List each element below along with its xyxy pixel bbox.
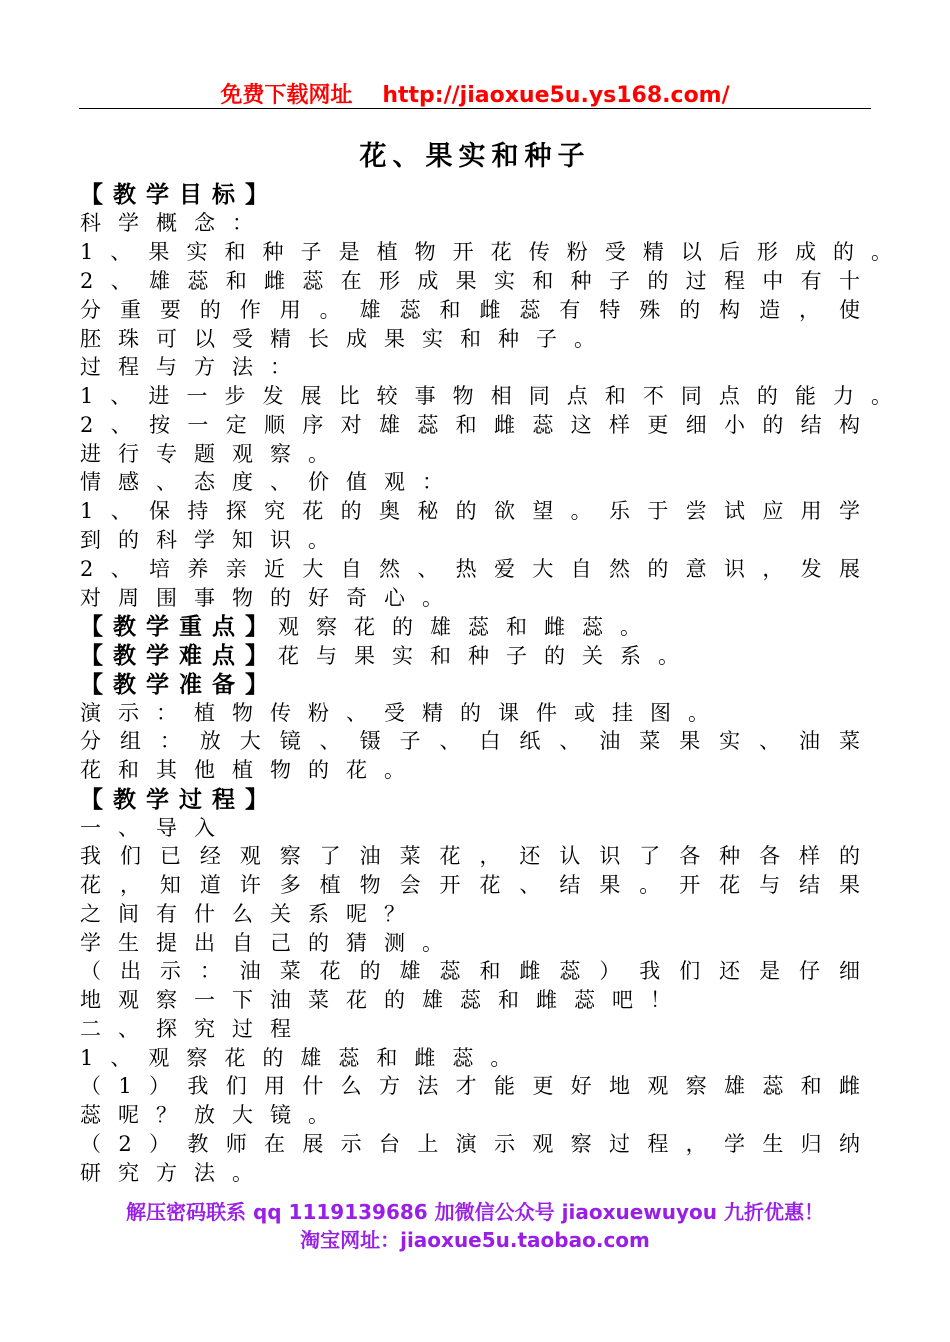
text-line: 我们已经观察了油菜花，还认识了各种各样的 <box>80 844 860 868</box>
text-line: 过程与方法： <box>80 355 308 379</box>
text-line: 1、观察花的雄蕊和雌蕊。 <box>80 1046 529 1070</box>
text-line: 1、进一步发展比较事物相同点和不同点的能力。 <box>80 384 892 408</box>
download-site-label: 免费下载网址 <box>220 83 353 108</box>
text-line: 演示：植物传粉、受精的课件或挂图。 <box>80 701 726 725</box>
text-line: 胚珠可以受精长成果实和种子。 <box>80 327 612 351</box>
text-line: 情感、态度、价值观： <box>80 470 460 494</box>
text-line: 花和其他植物的花。 <box>80 758 422 782</box>
text-line: （出示：油菜花的雄蕊和雌蕊）我们还是仔细 <box>80 959 860 983</box>
text-line: 二、探究过程 <box>80 1017 308 1041</box>
key-point-text: 观察花的雄蕊和雌蕊。 <box>278 615 658 639</box>
text-line: 科学概念： <box>80 211 270 235</box>
text-line: 地观察一下油菜花的雄蕊和雌蕊吧！ <box>80 988 688 1012</box>
footer-contact: 解压密码联系 qq 1119139686 加微信公众号 jiaoxuewuyou 九折优惠！ <box>126 1200 824 1224</box>
section-heading-difficulty: 【教学难点】 <box>80 642 278 669</box>
section-heading-objectives: 【教学目标】 <box>80 181 278 208</box>
section-heading-key-point: 【教学重点】 <box>80 613 278 640</box>
text-line: 1、果实和种子是植物开花传粉受精以后形成的。 <box>80 240 892 264</box>
text-line: 学生提出自己的猜测。 <box>80 931 460 955</box>
difficulty-text: 花与果实和种子的关系。 <box>278 644 696 668</box>
text-line: 2、按一定顺序对雄蕊和雌蕊这样更细小的结构 <box>80 413 860 437</box>
text-line: 花，知道许多植物会开花、结果。开花与结果 <box>80 873 860 897</box>
text-line: 研究方法。 <box>80 1161 270 1185</box>
text-line: 进行专题观察。 <box>80 442 346 466</box>
text-line: 蕊呢？放大镜。 <box>80 1103 346 1127</box>
difficulty-line <box>80 641 860 670</box>
section-heading-process: 【教学过程】 <box>80 786 278 813</box>
text-line: 2、雄蕊和雌蕊在形成果实和种子的过程中有十 <box>80 269 860 293</box>
text-line: 2、培养亲近大自然、热爱大自然的意识，发展 <box>80 557 860 581</box>
text-line: 对周围事物的好奇心。 <box>80 586 460 610</box>
text-line: 分组：放大镜、镊子、白纸、油菜果实、油菜 <box>80 729 860 753</box>
text-line: 1、保持探究花的奥秘的欲望。乐于尝试应用学 <box>80 499 860 523</box>
text-line: 分重要的作用。雄蕊和雌蕊有特殊的构造，使 <box>80 298 860 322</box>
text-line: 一、导入 <box>80 816 232 840</box>
text-line: 到的科学知识。 <box>80 528 346 552</box>
text-line: （2）教师在展示台上演示观察过程，学生归纳 <box>80 1132 860 1156</box>
section-heading-preparation: 【教学准备】 <box>80 671 278 698</box>
page-title: 花、果实和种子 <box>359 141 591 172</box>
key-point-line <box>80 612 860 641</box>
text-line: （1）我们用什么方法才能更好地观察雄蕊和雌 <box>80 1074 860 1098</box>
header-divider <box>79 108 871 109</box>
text-line: 之间有什么关系呢？ <box>80 902 422 926</box>
download-site-url[interactable]: http://jiaoxue5u.ys168.com/ <box>382 83 730 108</box>
footer-taobao-url[interactable]: 淘宝网址：jiaoxue5u.taobao.com <box>300 1228 650 1252</box>
download-site-header <box>0 78 950 109</box>
